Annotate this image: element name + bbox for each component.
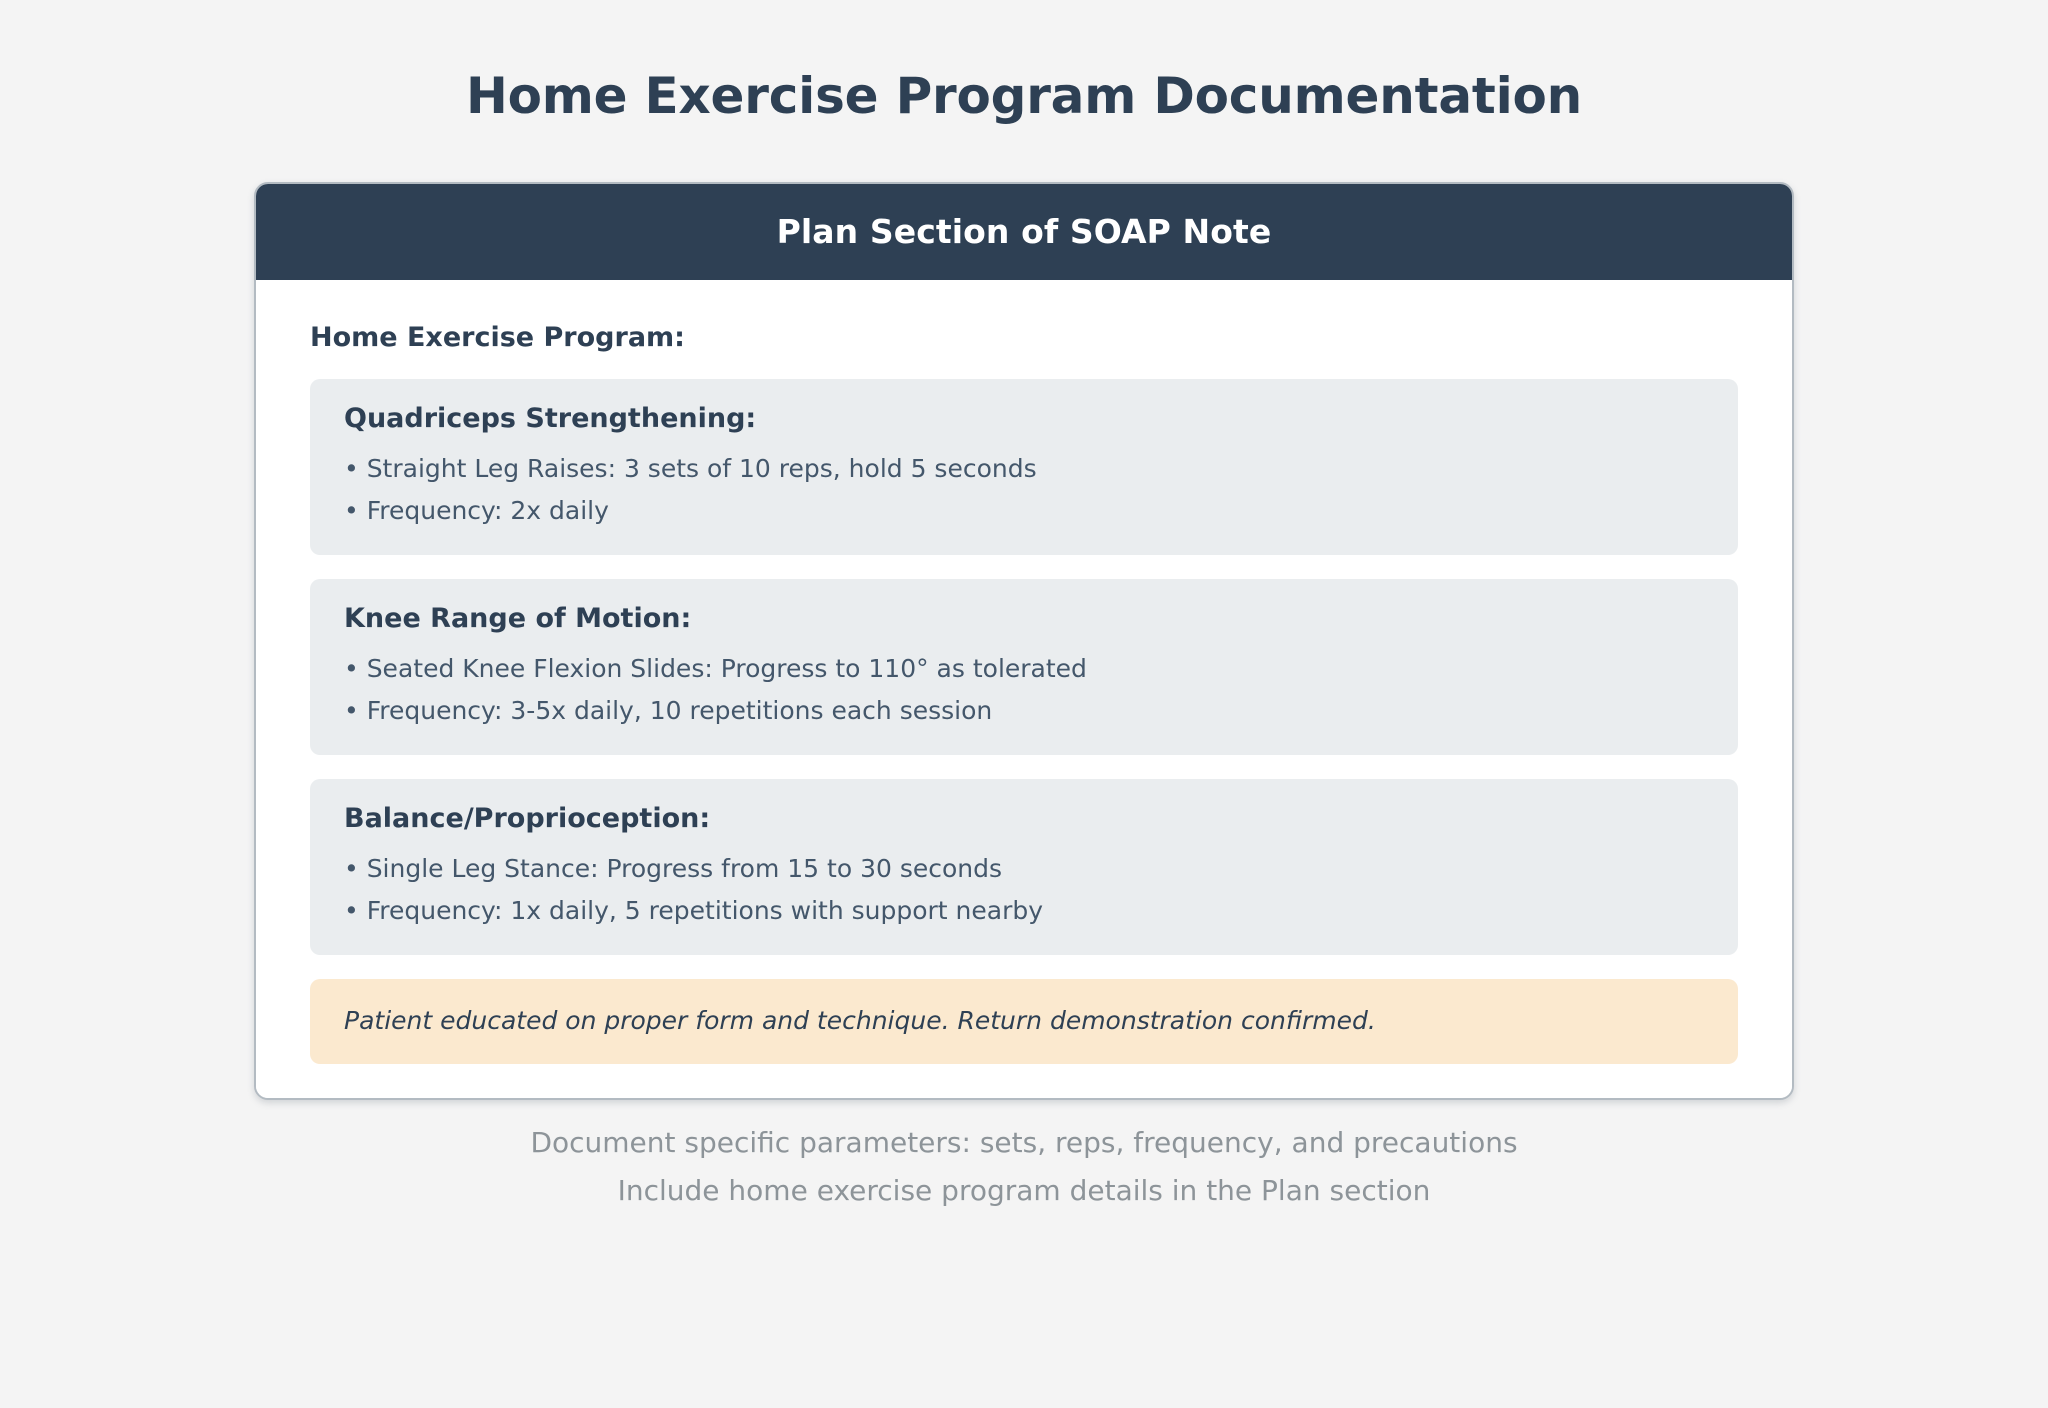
exercise-card-knee-range-of-motion <box>310 579 1738 755</box>
exercise-bullet-group <box>344 452 1704 529</box>
exercise-bullet: • Seated Knee Flexion Slides: Progress to 110° as tolerated <box>344 653 1087 683</box>
exercise-bullet: • Frequency: 1x daily, 5 repetitions with support nearby <box>344 896 1044 925</box>
exercise-card-quadriceps-strengthening <box>310 379 1738 555</box>
exercise-bullet: • Straight Leg Raises: 3 sets of 10 reps, hold 5 seconds <box>344 453 1037 483</box>
exercise-bullet: • Single Leg Stance: Progress from 15 to 30 seconds <box>344 853 1003 883</box>
card-header <box>256 184 1792 280</box>
exercise-bullet-group <box>344 652 1704 729</box>
footer <box>530 1126 1517 1207</box>
patient-education-note <box>310 979 1738 1065</box>
exercise-list <box>310 379 1738 955</box>
exercise-title: Quadriceps Strengthening: <box>344 402 757 434</box>
exercise-title: Knee Range of Motion: <box>344 602 692 634</box>
footer-line: Document specific parameters: sets, reps, frequency, and precautions <box>530 1126 1518 1160</box>
soap-note-card <box>254 182 1794 1101</box>
card-body <box>256 280 1792 1099</box>
section-label-home-exercise-program: Home Exercise Program: <box>310 321 685 353</box>
card-header-title: Plan Section of SOAP Note <box>776 212 1272 251</box>
exercise-title: Balance/Proprioception: <box>344 802 711 834</box>
exercise-card-balance-proprioception <box>310 779 1738 955</box>
exercise-bullet-group <box>344 852 1704 929</box>
exercise-bullet: • Frequency: 2x daily <box>344 496 609 525</box>
page-title: Home Exercise Program Documentation <box>465 67 1583 125</box>
patient-education-note-text: Patient educated on proper form and technique. Return demonstration confirmed. <box>344 1005 1376 1035</box>
exercise-bullet: • Frequency: 3-5x daily, 10 repetitions each session <box>344 696 993 725</box>
footer-line: Include home exercise program details in the Plan section <box>617 1173 1431 1207</box>
